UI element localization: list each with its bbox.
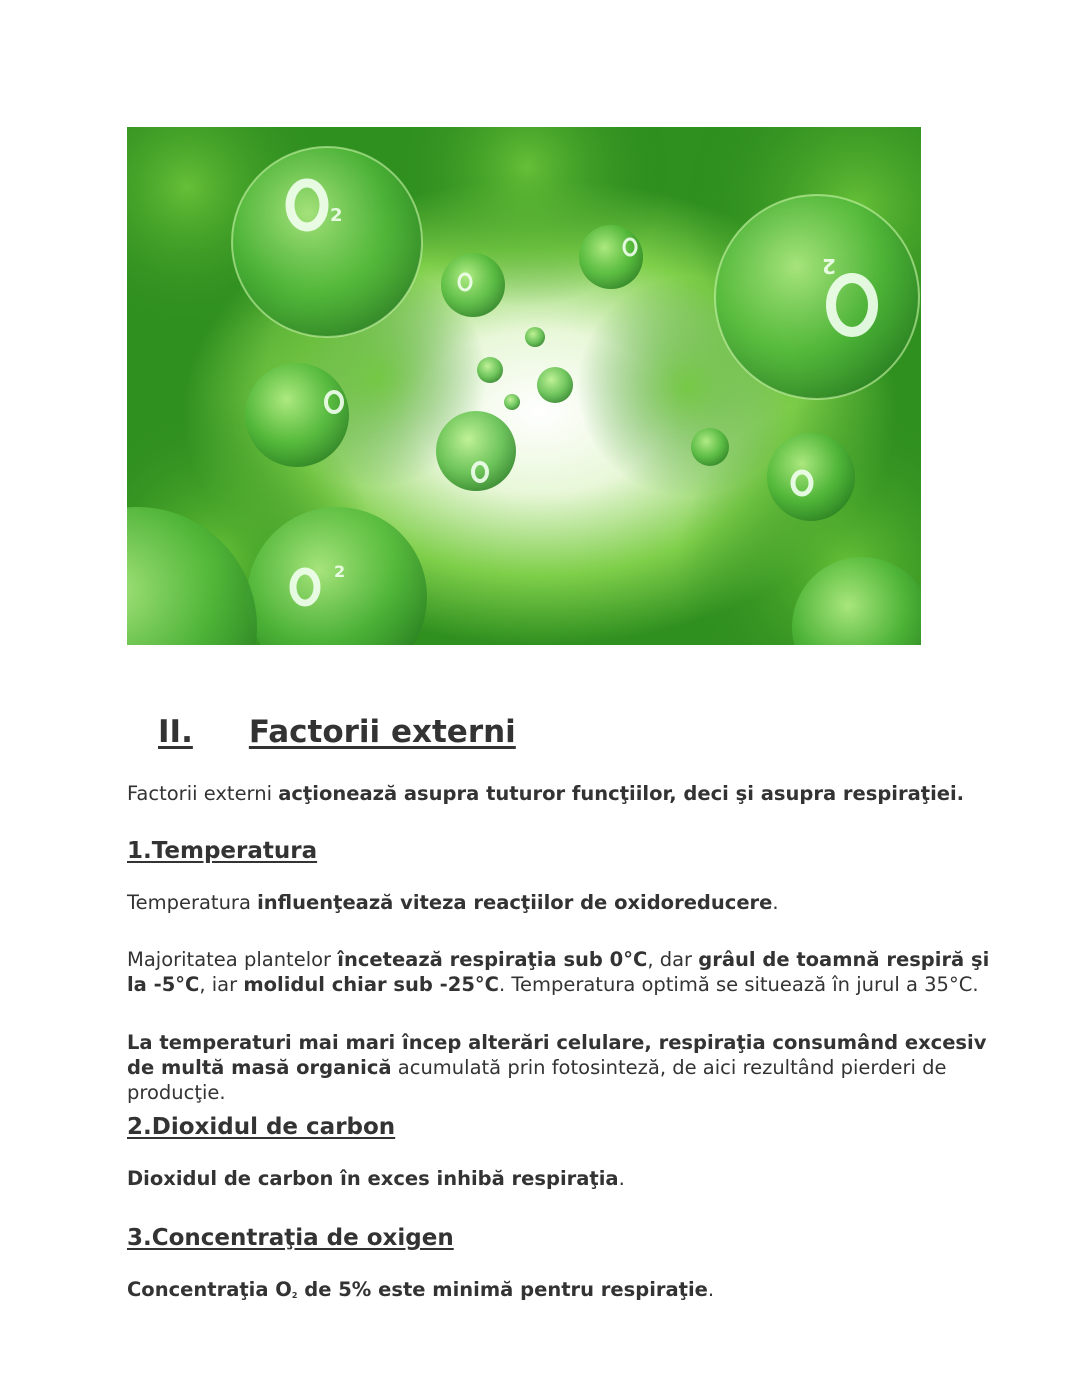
section-title-text: Factorii externi	[248, 714, 516, 750]
svg-text:2: 2	[822, 254, 836, 278]
carbon-dioxide-paragraph: Dioxidul de carbon în exces inhibă respiraţia.	[127, 1167, 625, 1190]
section-number: II.	[158, 714, 193, 750]
svg-text:2: 2	[334, 562, 346, 581]
bubble-subscript: 2	[330, 205, 343, 226]
oxygen-bubbles-forest-image	[127, 127, 921, 645]
section-title	[158, 714, 516, 750]
heading-temperature: 1.Temperatura	[127, 838, 318, 864]
heading-carbon-dioxide: 2.Dioxidul de carbon	[127, 1114, 396, 1140]
forest-canopy-illustration	[127, 127, 921, 645]
oxygen-paragraph: Concentraţia $O_2$ de 5% este minimă pentru respiraţie.	[127, 1278, 715, 1301]
temperature-paragraph-1: Temperatura influenţează viteza reacţiilor de oxidoreducere.	[127, 891, 779, 914]
intro-paragraph: Factorii externi acţionează asupra tuturor funcţiilor, deci şi asupra respiraţiei.	[127, 782, 965, 805]
temperature-paragraph-3: La temperaturi mai mari încep alterări celulare, respiraţia consumând excesiv de multă masă organică acumulată prin fotosinteză, de aici rezultând pierderi de producţie.	[127, 1031, 987, 1104]
heading-oxygen-concentration: 3.Concentraţia de oxigen	[127, 1225, 454, 1251]
temperature-paragraph-2: Majoritatea plantelor încetează respiraţia sub 0°C, dar grâul de toamnă respiră şi la -5°C, iar molidul chiar sub -25°C. Temperatura optimă se situează în jurul a 35°C.	[127, 948, 990, 996]
